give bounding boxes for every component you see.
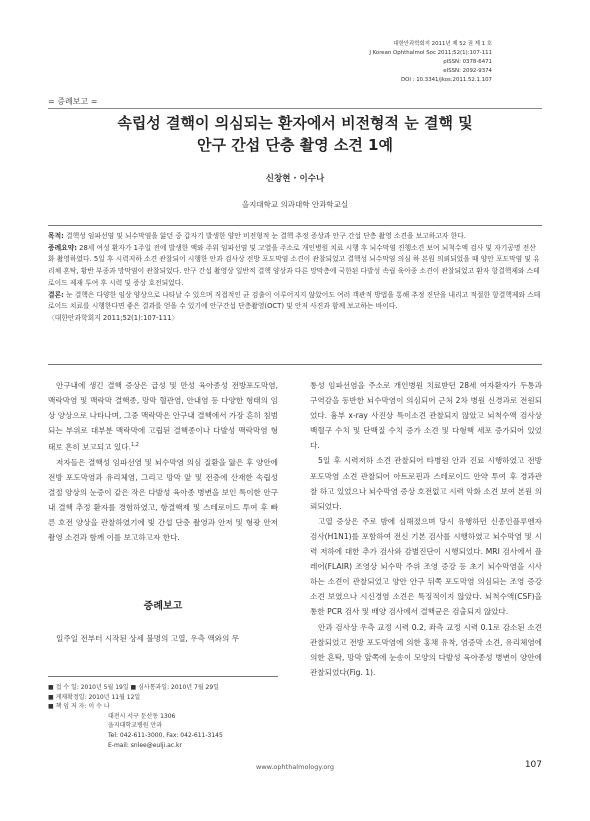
case-paragraph-1: 일주일 전부터 시작된 상세 불명의 고열, 우측 액와의 무: [56, 634, 240, 643]
received-dates: ■ 접 수 일: 2010년 5월 19일 ■ 심사통과일: 2010년 7월 29일: [48, 684, 219, 691]
reference-marker[interactable]: 1,2: [131, 442, 139, 449]
meta-eissn: eISSN: 2092-9374: [443, 68, 492, 74]
email[interactable]: E-mail: snlee@eulji.ac.kr: [108, 741, 182, 749]
title-line-2: 안구 간섭 단층 촬영 소견 1예: [197, 136, 393, 154]
paper-title: [48, 112, 542, 156]
abstract-conclusion: [48, 290, 542, 313]
right-paragraph-1: 통성 임파선염을 주소로 개인병원 치료받던 28세 여자환자가 두통과 구역감을 동반한 뇌수막염이 의심되어 근처 2차 병원 신경과로 전원되었다. 흉부 x-ray 사진상 특이소견 관찰되지 않았고 뇌척수액 검사상 백혈구 수치 및 단백질 수치 증가 소견 및 다형핵 세포 증가되어 있었다.: [310, 381, 542, 451]
intro-para-1-text: 안구내에 생긴 결핵 증상은 급성 및 만성 육아종성 전방포도막염, 맥락막염 및 맥락막 결핵종, 망막 혈관염, 안내염 등 다양한 형태의 임상 양상으로 나타나며, 그중 맥락막은 안구내 결핵에서 가장 흔히 침범되는 부위로 대부분 맥락막에 고립된 결핵종이나 다발성 맥락막염 형태로 흔히 보고되고 있다.: [48, 381, 278, 452]
affiliation: 을지대학교 의과대학 안과학교실: [241, 200, 349, 209]
intro-paragraph-1: [48, 378, 278, 455]
footnote-rule: [48, 676, 278, 677]
published-date: ■ 게재확정일: 2010년 11월 12일: [48, 693, 141, 701]
footnotes: [48, 683, 288, 750]
right-column: [310, 378, 542, 680]
abstract-citation: 〈대한안과학회지 2011;52(1):107-111〉: [48, 313, 179, 322]
meta-doi[interactable]: DOI : 10.3341/jkos.2011.52.1.107: [400, 77, 492, 83]
authors: 신창현 · 이수나: [265, 174, 325, 184]
journal-meta: [232, 40, 492, 85]
right-paragraph-4: 안과 검사상 우측 교정 시력 0.2, 좌측 교정 시력 0.1로 감소된 소견 관찰되었고 전방 포도막염에 의한 홍채 유착, 염증막 소견, 유리체염에 의한 혼탁, 망막 앞쪽에 눈송이 모양의 다발성 육아종성 병변이 양안에 관찰되었다(Fig. 1).: [310, 622, 542, 677]
conclusion-text: 눈 결핵은 다양한 임상 양상으로 나타날 수 있으며 직접적인 균 검출이 이루어지지 않았어도 여러 객관적 방법을 통해 추정 진단을 내리고 적절한 항결핵제와 스테로이드 치료를 시행한다면 좋은 결과를 얻을 수 있기에 안구간섭 단층촬영(OCT) 및 안저 사진과 함께 보고하는 바이다.: [48, 290, 541, 311]
case-report-text: [48, 631, 278, 646]
purpose-text: 결핵성 임파선염 및 뇌수막염을 앓던 중 갑자기 발생한 양안 비전형적 눈 결핵 추정 증상과 안구 간섭 단층 촬영 소견을 보고하고자 한다.: [66, 232, 466, 240]
address-line-1: 대전시 서구 둔산동 1306: [108, 712, 176, 720]
case-text: 28세 여성 환자가 1주일 전에 발생한 액와 주위 임파선염 및 고열을 주소로 개인병원 치료 시행 후 뇌수막염 진행소견 보여 뇌척수액 검사 및 자기공명 전산화 촬영하였다. 5일 후 시력저하 소견 관찰되어 시행한 안과 검사상 전방 포도막염 소견이 관찰되었고 결핵성 뇌수막염 의심 하 본원 의뢰되었을 때 양안 포도막염 및 유리체 혼탁, 황반 부종과 망막염이 관찰되었다. 안구 간섭 촬영상 일반적 결핵 양상과 다른 망막층에 국한된 다발성 속립 육아종 소견이 관찰되었고 환자 항결핵제와 스테로이드 제재 투여 후 시력 및 증상 호전되었다.: [48, 243, 540, 287]
case-report-heading: 증례보고: [143, 601, 183, 612]
abstract: [48, 231, 542, 325]
section-tag: = 증례보고 =: [48, 97, 98, 106]
meta-pissn: pISSN: 0378-6471: [443, 59, 492, 65]
page-number: 107: [524, 760, 542, 770]
purpose-label: 목적:: [48, 232, 64, 240]
meta-journal-en: J Korean Ophthalmol Soc 2011;52(1):107-111: [369, 50, 492, 56]
right-paragraph-2: 5일 후 시력저하 소견 관찰되어 타병원 안과 진료 시행하였고 전방 포도막염 소견 관찰되어 아트로핀과 스테로이드 안약 투여 후 경과관찰 하고 있었으나 뇌수막염 증상 호전없고 시력 악화 소견 보여 본원 의뢰되었다.: [310, 456, 542, 511]
abstract-case: [48, 243, 542, 290]
abstract-purpose: [48, 231, 542, 243]
header-rule: [48, 108, 542, 109]
corresponding-author: ■ 책 임 저 자: 이 수 나: [48, 703, 110, 711]
meta-journal-kr: 대한안과학회지 2011년 제 52 권 제 1 호: [393, 41, 492, 47]
right-paragraph-3: 고열 증상은 주로 밤에 심해졌으며 당시 유행하던 신종인플루엔자 검사(H1N1)를 포함하여 전신 기본 검사를 시행하였고 뇌수막염 및 시력 저하에 대한 추가 검사와 감별진단이 시행되었다. MRI 검사에서 플레어(FLAIR) 조영상 뇌수막 주위 조영 증강 등 초기 뇌수막염을 시사하는 소견이 관찰되었고 양안 안구 뒤쪽 포도막염 의심되는 조영 증강 소견 보였으나 시신경염 소견은 특징적이지 않았다. 뇌척수액(CSF)을 통한 PCR 검사 및 배양 검사에서 결핵균은 검출되지 않았다.: [310, 516, 542, 617]
case-label: 증례요약:: [48, 243, 77, 252]
footer-url[interactable]: www.ophthalmology.org: [256, 763, 334, 771]
phone-fax: Tel: 042-611-3000, Fax: 042-611-3145: [108, 731, 223, 739]
left-column: [48, 378, 278, 546]
address-line-2: 을지대학교병원 안과: [108, 722, 163, 730]
title-line-1: 속립성 결핵이 의심되는 환자에서 비전형적 눈 결핵 및: [117, 114, 473, 132]
conclusion-label: 결론:: [48, 290, 64, 299]
intro-paragraph-2: 저자들은 결핵성 임파선염 및 뇌수막염 의심 질환을 앓은 후 양안에 전방 포도막염과 유리체염, 그리고 망막 앞 및 전층에 산재한 속립성 결절 양상의 눈증이 같은 작은 다발성 육아종 병변을 보인 특이한 안구내 결핵 추정 환자를 경험하였고, 항결핵제 및 스테로이드 투여 후 빠른 호전 양상을 관찰하였기에 빛 간섭 단층 촬영과 안저 및 형광 안저 촬영 소견과 함께 이를 보고하고자 한다.: [48, 458, 278, 543]
